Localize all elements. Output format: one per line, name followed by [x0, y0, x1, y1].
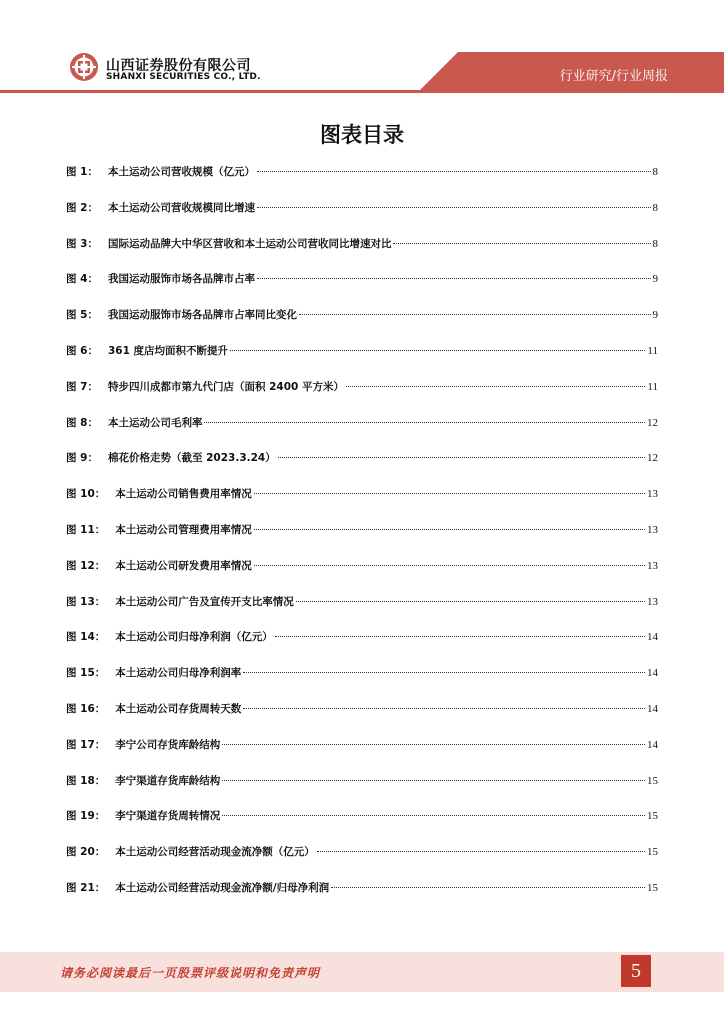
toc-page-number: 14 — [647, 631, 658, 644]
toc-label: 图 3： — [66, 237, 98, 250]
header-rule — [0, 90, 724, 93]
toc-entry[interactable] — [66, 845, 658, 881]
dot-leader — [257, 277, 651, 279]
dot-leader — [278, 456, 645, 458]
figure-index — [66, 165, 658, 917]
company-name-en: SHANXI SECURITIES CO., LTD. — [106, 72, 261, 82]
dot-leader — [243, 707, 645, 709]
dot-leader — [243, 671, 645, 673]
toc-label: 图 10： — [66, 488, 106, 501]
toc-label: 图 6： — [66, 344, 98, 357]
toc-label: 图 18： — [66, 774, 106, 787]
toc-page-number: 8 — [652, 201, 658, 214]
toc-entry[interactable] — [66, 738, 658, 774]
toc-page-number: 15 — [647, 810, 658, 823]
toc-title: 特步四川成都市第九代门店（面积 2400 平方米） — [107, 380, 345, 393]
toc-page-number: 15 — [647, 881, 658, 894]
toc-label: 图 14： — [66, 631, 106, 644]
toc-label: 图 8： — [66, 416, 98, 429]
toc-title: 本土运动公司归母净利润（亿元） — [115, 631, 273, 644]
toc-label: 图 5： — [66, 309, 98, 322]
toc-page-number: 12 — [647, 452, 658, 465]
toc-label: 图 4： — [66, 273, 98, 286]
toc-label: 图 17： — [66, 738, 106, 751]
dot-leader — [299, 313, 651, 315]
toc-entry[interactable] — [66, 201, 658, 237]
toc-label: 图 21： — [66, 881, 106, 894]
toc-label: 图 20： — [66, 846, 106, 859]
dot-leader — [275, 635, 645, 637]
dot-leader — [222, 743, 645, 745]
toc-label: 图 16： — [66, 702, 106, 715]
toc-page-number: 13 — [647, 595, 658, 608]
company-logo-icon — [69, 52, 99, 82]
toc-page-number: 13 — [647, 488, 658, 501]
toc-entry[interactable] — [66, 380, 658, 416]
toc-title: 本土运动公司研发费用率情况 — [115, 559, 252, 572]
toc-page-number: 9 — [652, 309, 658, 322]
dot-leader — [393, 242, 650, 244]
toc-title: 国际运动品牌大中华区营收和本土运动公司营收同比增速对比 — [107, 237, 392, 250]
toc-entry[interactable] — [66, 595, 658, 631]
toc-entry[interactable] — [66, 559, 658, 595]
toc-page-number: 11 — [647, 380, 658, 393]
toc-label: 图 1： — [66, 166, 98, 178]
toc-label: 图 15： — [66, 667, 106, 680]
toc-page-number: 12 — [647, 416, 658, 429]
toc-title: 棉花价格走势（截至 2023.3.24） — [107, 452, 276, 465]
toc-page-number: 8 — [652, 237, 658, 250]
dot-leader — [222, 779, 645, 781]
dot-leader — [257, 170, 651, 172]
dot-leader — [331, 886, 645, 888]
toc-page-number: 15 — [647, 846, 658, 859]
toc-page-number: 14 — [647, 738, 658, 751]
toc-label: 图 2： — [66, 201, 98, 214]
toc-title: 李宁渠道存货周转情况 — [115, 810, 221, 823]
dot-leader — [257, 206, 651, 208]
toc-title: 本土运动公司营收规模同比增速 — [107, 201, 255, 214]
dot-leader — [204, 421, 645, 423]
toc-page-number: 14 — [647, 702, 658, 715]
dot-leader — [254, 492, 645, 494]
dot-leader — [222, 814, 645, 816]
toc-title: 李宁公司存货库龄结构 — [115, 738, 221, 751]
toc-title: 本土运动公司广告及宣传开支比率情况 — [115, 595, 294, 608]
toc-page-number: 13 — [647, 559, 658, 572]
toc-entry[interactable] — [66, 881, 658, 917]
toc-entry[interactable] — [66, 272, 658, 308]
toc-page-number: 13 — [647, 523, 658, 536]
toc-page-number: 9 — [652, 273, 658, 286]
report-type-label: 行业研究/行业周报 — [559, 69, 668, 84]
toc-label: 图 7： — [66, 380, 98, 393]
toc-title: 本土运动公司存货周转天数 — [115, 702, 242, 715]
toc-label: 图 9： — [66, 452, 98, 465]
toc-page-number: 14 — [647, 667, 658, 680]
toc-label: 图 12： — [66, 559, 106, 572]
toc-entry[interactable] — [66, 451, 658, 487]
toc-label: 图 13： — [66, 595, 106, 608]
toc-title: 本土运动公司营收规模（亿元） — [107, 166, 255, 178]
toc-entry[interactable] — [66, 702, 658, 738]
dot-leader — [254, 564, 645, 566]
toc-page-number: 8 — [652, 166, 658, 178]
toc-title: 李宁渠道存货库龄结构 — [115, 774, 221, 787]
toc-title: 本土运动公司毛利率 — [107, 416, 203, 429]
toc-entry[interactable] — [66, 630, 658, 666]
dot-leader — [346, 385, 645, 387]
toc-entry[interactable] — [66, 774, 658, 810]
toc-page-number: 15 — [647, 774, 658, 787]
toc-title: 本土运动公司经营活动现金流净额/归母净利润 — [115, 881, 330, 894]
toc-entry[interactable] — [66, 416, 658, 452]
toc-title: 我国运动服饰市场各品牌市占率同比变化 — [107, 309, 297, 322]
toc-entry[interactable] — [66, 344, 658, 380]
toc-entry[interactable] — [66, 308, 658, 344]
dot-leader — [296, 600, 645, 602]
toc-title: 本土运动公司归母净利润率 — [115, 667, 242, 680]
page-number-badge: 5 — [621, 955, 651, 987]
toc-entry[interactable] — [66, 666, 658, 702]
toc-title: 本土运动公司管理费用率情况 — [115, 523, 252, 536]
toc-title: 本土运动公司经营活动现金流净额（亿元） — [115, 846, 315, 859]
disclaimer-text: 请务必阅读最后一页股票评级说明和免责声明 — [60, 966, 321, 980]
dot-leader — [254, 528, 645, 530]
toc-title: 361 度店均面积不断提升 — [107, 344, 229, 357]
page-title: 图表目录 — [320, 123, 404, 147]
toc-entry[interactable] — [66, 523, 658, 559]
toc-label: 图 19： — [66, 810, 106, 823]
dot-leader — [230, 349, 645, 351]
company-name-cn: 山西证券股份有限公司 — [106, 58, 251, 74]
toc-title: 本土运动公司销售费用率情况 — [115, 488, 252, 501]
toc-entry[interactable] — [66, 487, 658, 523]
toc-entry[interactable] — [66, 809, 658, 845]
toc-entry[interactable] — [66, 165, 658, 201]
toc-page-number: 11 — [647, 344, 658, 357]
toc-entry[interactable] — [66, 237, 658, 273]
dot-leader — [317, 850, 645, 852]
toc-label: 图 11： — [66, 523, 106, 536]
toc-title: 我国运动服饰市场各品牌市占率 — [107, 273, 255, 286]
